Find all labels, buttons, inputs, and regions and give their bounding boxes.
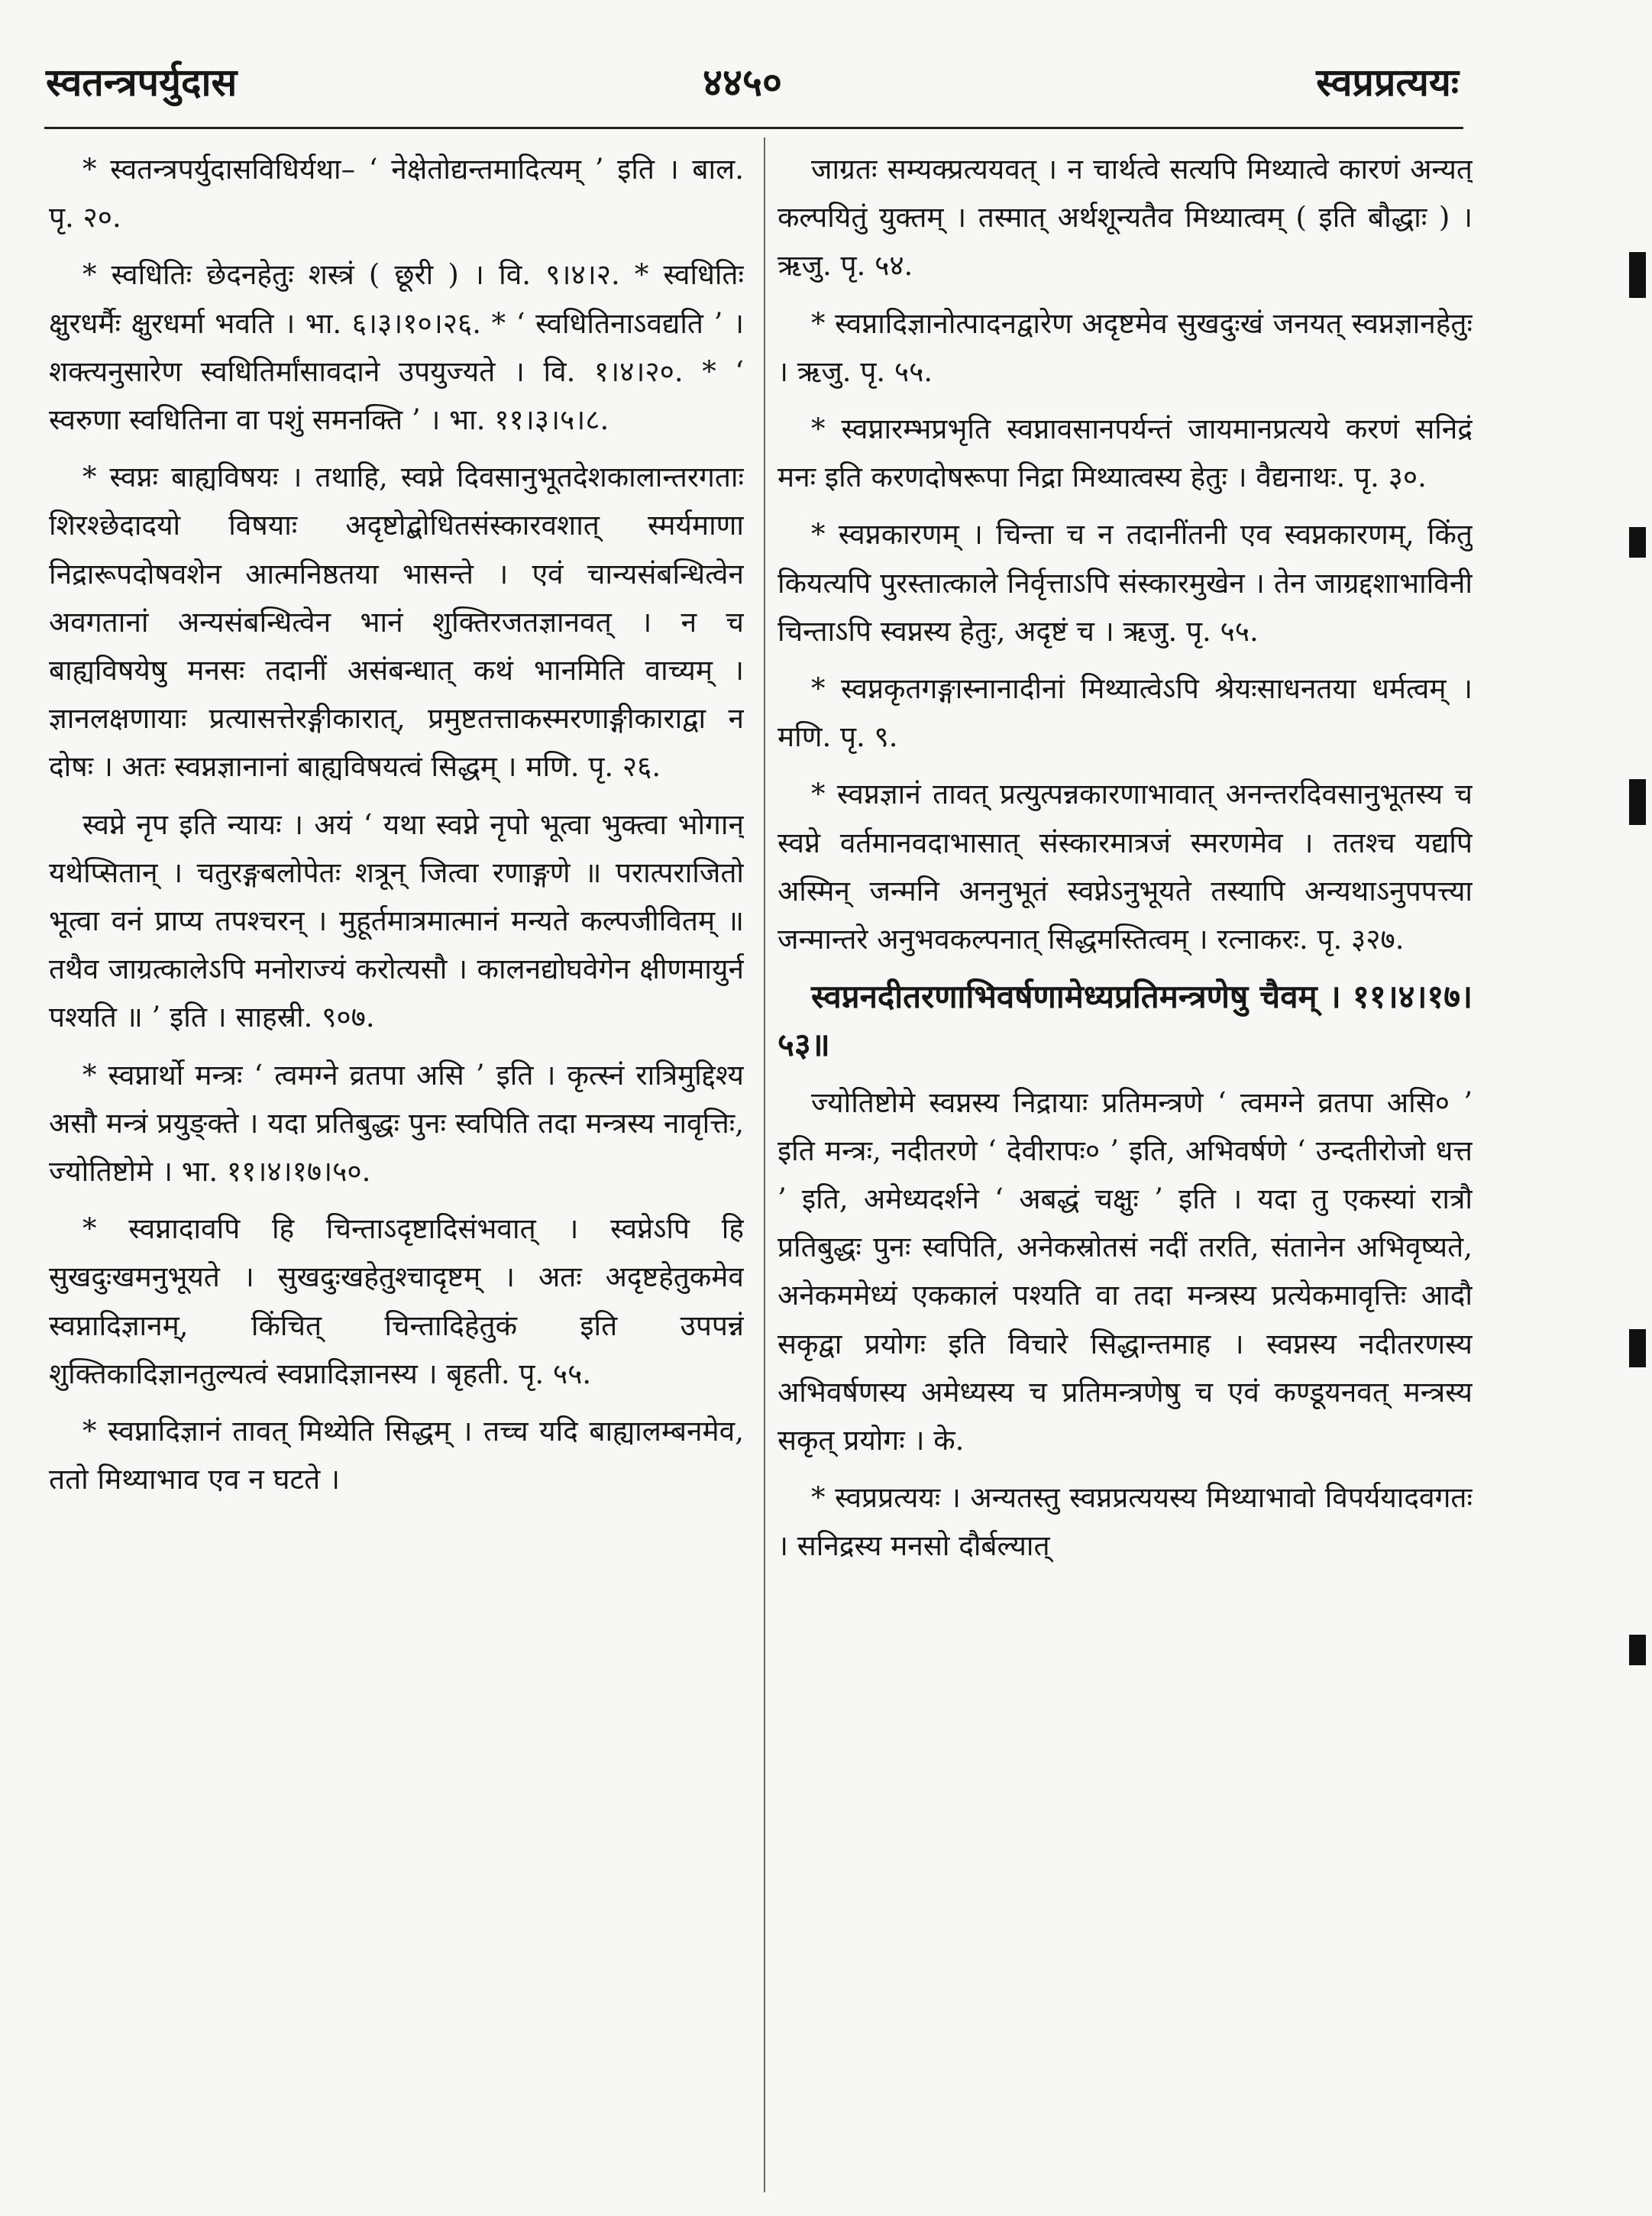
margin-mark xyxy=(1629,252,1646,298)
right-margin-marks xyxy=(1606,0,1652,2216)
header-rule xyxy=(44,127,1463,129)
entry-svadhiti: * स्वधितिः छेदनहेतुः शस्त्रं ( छूरी ) । वि. ९।४।२. * स्वधितिः क्षुरधर्मैः क्षुरधर्मा भवति । भा. ६।३।१०।२६. * ‘ स्वधितिनाऽवद्यति ’ । शक्त्यनुसारेण स्वधितिर्मांसावदाने उपयुज्यते । वि. १।४।२०. * ‘ स्वरुणा स्वधितिना वा पशुं समनक्ति ’ । भा. ११।३।५।८. xyxy=(49,258,744,437)
margin-mark xyxy=(1629,527,1646,558)
entry-svapne-nrpa-nyaya: स्वप्ने नृप इति न्यायः । अयं ‘ यथा स्वप्ने नृपो भूत्वा भुक्त्वा भोगान् यथेप्सितान् । चतुरङ्गबलोपेतः शत्रून् जित्वा रणाङ्गणे ॥ परात्पराजितो भूत्वा वनं प्राप्य तपश्चरन् । मुहूर्तमात्रमात्मानं मन्यते कल्पजीवितम् ॥ तथैव जाग्रत्कालेऽपि मनोराज्यं करोत्यसौ । कालनद्योघवेगेन क्षीणमायुर्न पश्यति ॥ ’ इति । साहस्री. ९०७. xyxy=(49,807,744,1034)
entry-svapnakaranam: * स्वप्नकारणम् । चिन्ता च न तदानींतनी एव स्वप्नकारणम्, किंतु कियत्यपि पुरस्तात्काले निर्वृत्ताऽपि संस्कारमुखेन । तेन जाग्रद्दशाभाविनी चिन्ताऽपि स्वप्नस्य हेतुः, अदृष्टं च । ऋजु. पृ. ५५. xyxy=(778,518,1473,648)
margin-mark xyxy=(1629,779,1646,825)
entry-svapna: * स्वप्नः बाह्यविषयः । तथाहि, स्वप्ने दिवसानुभूतदेशकालान्तरगताः शिरश्छेदादयो विषयाः अदृष्टोद्बोधितसंस्कारवशात् स्मर्यमाणा निद्रारूपदोषवशेन आत्मनिष्ठतया भासन्ते । एवं चान्यसंबन्धित्वेन अवगतानां अन्यसंबन्धित्वेन भानं शुक्तिरजतज्ञानवत् । न च बाह्यविषयेषु मनसः तदानीं असंबन्धात् कथं भानमिति वाच्यम् । ज्ञानलक्षणायाः प्रत्यासत्तेरङ्गीकारात्, प्रमुष्टतत्ताकस्मरणाङ्गीकाराद्वा न दोषः । अतः स्वप्नज्ञानानां बाह्यविषयत्वं सिद्धम् । मणि. पृ. २६. xyxy=(49,461,744,784)
entry-continuation: जाग्रतः सम्यक्प्रत्ययवत् । न चार्थत्वे सत्यपि मिथ्यात्वे कारणं अन्यत् कल्पयितुं युक्तम् । तस्मात् अर्थशून्यतैव मिथ्यात्वम् ( इति बौद्धाः ) । ऋजु. पृ. ५४. xyxy=(778,153,1473,283)
entry-heading-svapnanaditarana: स्वप्ननदीतरणाभिवर्षणामेध्यप्रतिमन्त्रणेषु चैवम् । ११।४।१७।५३॥ xyxy=(778,978,1473,1064)
entry-svapnartha-mantra: * स्वप्नार्थो मन्त्रः ‘ त्वमग्ने व्रतपा असि ’ इति । कृत्स्नं रात्रिमुद्दिश्य असौ मन्त्रं प्रयुङ्क्ते । यदा प्रतिबुद्धः पुनः स्वपिति तदा मन्त्रस्य नावृत्तिः, ज्योतिष्टोमे । भा. ११।४।१७।५०. xyxy=(49,1058,744,1189)
entry-svapnapratyaya: * स्वप्रप्रत्ययः । अन्यतस्तु स्वप्नप्रत्ययस्य मिथ्याभावो विपर्ययादवगतः । सनिद्रस्य मनसो दौर्बल्यात् xyxy=(778,1481,1473,1563)
right-column xyxy=(778,145,1473,2200)
column-divider xyxy=(764,137,765,2192)
entry-svapnadavapi: * स्वप्नादावपि हि चिन्ताऽदृष्टादिसंभवात् । स्वप्नेऽपि हि सुखदुःखमनुभूयते । सुखदुःखहेतुश्चादृष्टम् । अतः अदृष्टहेतुकमेव स्वप्नादिज्ञानम्, किंचित् चिन्तादिहेतुकं इति उपपन्नं शुक्तिकादिज्ञानतुल्यत्वं स्वप्नादिज्ञानस्य । बृहती. पृ. ५५. xyxy=(49,1212,744,1390)
page-header xyxy=(46,55,1459,113)
header-right-word: स्वप्रप्रत्ययः xyxy=(1316,60,1459,105)
left-column xyxy=(49,145,744,2200)
page-number: ४४५० xyxy=(703,60,782,105)
entry-svapnadijnanotpadana: * स्वप्नादिज्ञानोत्पादनद्वारेण अदृष्टमेव सुखदुःखं जनयत् स्वप्नज्ञानहेतुः । ऋजु. पृ. ५५. xyxy=(778,306,1473,388)
entry-jyotistome: ज्योतिष्टोमे स्वप्नस्य निद्रायाः प्रतिमन्त्रणे ‘ त्वमग्ने व्रतपा असि० ’ इति मन्त्रः, नदीतरणे ‘ देवीरापः० ’ इति, अभिवर्षणे ‘ उन्दतीरोजो धत्त ’ इति, अमेध्यदर्शने ‘ अबद्धं चक्षुः ’ इति । यदा तु एकस्यां रात्रौ प्रतिबुद्धः पुनः स्वपिति, अनेकस्रोतसं नदीं तरति, संतानेन अभिवृष्यते, अनेकममेध्यं एककालं पश्यति वा तदा मन्त्रस्य प्रत्येकमावृत्तिः आदौ सकृद्वा प्रयोगः इति विचारे सिद्धान्तमाह । स्वप्नस्य नदीतरणस्य अभिवर्षणस्य अमेध्यस्य च प्रतिमन्त्रणेषु च एवं कण्डूयनवत् मन्त्रस्य सकृत् प्रयोगः । के. xyxy=(778,1085,1473,1457)
entry-svapnajnanam: * स्वप्नज्ञानं तावत् प्रत्युत्पन्नकारणाभावात् अनन्तरदिवसानुभूतस्य च स्वप्ने वर्तमानवदाभासात् संस्कारमात्रजं स्मरणमेव । ततश्च यद्यपि अस्मिन् जन्मनि अननुभूतं स्वप्नेऽनुभूयते तस्यापि अन्यथाऽनुपपत्त्या जन्मान्तरे अनुभवकल्पनात् सिद्धमस्तित्वम् । रत्नाकरः. पृ. ३२७. xyxy=(778,778,1473,956)
entry-svapnadijnanam: * स्वप्नादिज्ञानं तावत् मिथ्येति सिद्धम् । तच्च यदि बाह्यालम्बनमेव, ततो मिथ्याभाव एव न घटते । xyxy=(49,1415,744,1496)
margin-mark xyxy=(1629,1329,1646,1367)
margin-mark xyxy=(1629,1635,1646,1665)
entry-svapnarambha: * स्वप्नारम्भप्रभृति स्वप्नावसानपर्यन्तं जायमानप्रत्यये करणं सनिद्रं मनः इति करणदोषरूपा निद्रा मिथ्यात्वस्य हेतुः । वैद्यनाथः. पृ. ३०. xyxy=(778,412,1473,494)
entry-svatantra-paryudasa: * स्वतन्त्रपर्युदासविधिर्यथा– ‘ नेक्षेतोद्यन्तमादित्यम् ’ इति । बाल. पृ. २०. xyxy=(49,153,744,235)
header-left-word: स्वतन्त्रपर्युदास xyxy=(46,60,238,105)
entry-svapnakrta-ganga: * स्वप्नकृतगङ्गास्नानादीनां मिथ्यात्वेऽपि श्रेयःसाधनतया धर्मत्वम् । मणि. पृ. ९. xyxy=(778,672,1473,754)
